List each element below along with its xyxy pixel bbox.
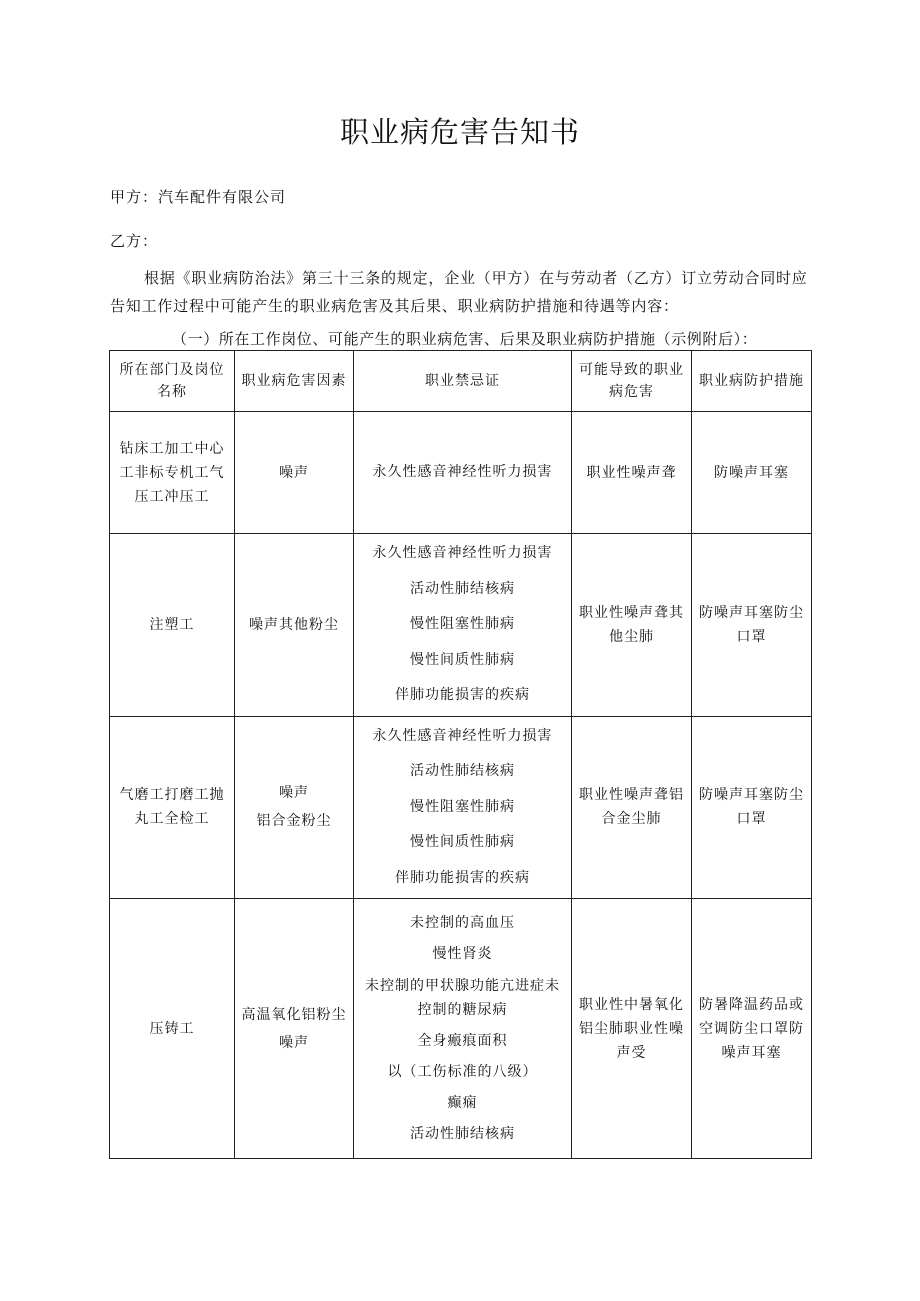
cell-position: 压铸工 (110, 899, 235, 1159)
cell-position: 注塑工 (110, 534, 235, 717)
contraindication-item: 全身瘢痕面积 (417, 1032, 508, 1049)
intro-paragraph: 根据《职业病防治法》第三十三条的规定，企业（甲方）在与劳动者（乙方）订立劳动合同时应告知工作过程中可能产生的职业病危害及其后果、职业病防护措施和待遇等内容： (110, 269, 808, 315)
contraindication-item: 永久性感音神经性听力损害 (372, 463, 553, 480)
contraindication-item: 慢性肾炎 (432, 945, 493, 962)
hazard-table (109, 350, 812, 1159)
cell-protection: 防噪声耳塞防尘口罩 (692, 534, 812, 717)
table-row (110, 412, 812, 534)
cell-diseases: 职业性噪声聋铝合金尘肺 (572, 716, 692, 899)
table-header-row (110, 351, 812, 412)
party-a: 甲方：汽车配件有限公司 (110, 188, 287, 206)
cell-diseases: 职业性噪声聋其他尘肺 (572, 534, 692, 717)
document-title: 职业病危害告知书 (339, 115, 580, 149)
cell-contraindications (354, 716, 572, 899)
contraindication-item: 慢性阻塞性肺病 (410, 616, 515, 632)
header-position: 所在部门及岗位名称 (110, 351, 235, 412)
contraindication-item: 未控制的高血压 (410, 914, 515, 931)
contraindication-item: 癫痫 (447, 1094, 478, 1111)
cell-factors (235, 534, 354, 717)
contraindication-item: 活动性肺结核病 (410, 763, 515, 779)
cell-protection: 防噪声耳塞防尘口罩 (692, 716, 812, 899)
cell-diseases: 职业性中暑氧化铝尘肺职业性噪声受 (572, 899, 692, 1159)
contraindication-item: 慢性间质性肺病 (410, 651, 515, 668)
party-b: 乙方： (110, 232, 159, 250)
contraindication-item: 永久性感音神经性听力损害 (372, 545, 553, 561)
cell-diseases: 职业性噪声聋 (572, 412, 692, 534)
cell-factors (235, 899, 354, 1159)
header-contraindications: 职业禁忌证 (354, 351, 572, 412)
table-row (110, 534, 812, 717)
cell-contraindications (354, 412, 572, 534)
contraindication-item: 未控制的甲状腺功能亢进症未控制的糖尿病 (365, 977, 560, 1018)
cell-contraindications (354, 534, 572, 717)
contraindication-item: 活动性肺结核病 (410, 1125, 515, 1142)
contraindication-item: 伴肺功能损害的疾病 (395, 869, 530, 886)
table-row (110, 716, 812, 899)
cell-protection: 防噪声耳塞 (692, 412, 812, 534)
header-factors: 职业病危害因素 (235, 351, 354, 412)
header-diseases: 可能导致的职业病危害 (572, 351, 692, 412)
table-row (110, 899, 812, 1159)
contraindication-item: 永久性感音神经性听力损害 (372, 727, 553, 744)
section-heading: （一）所在工作岗位、可能产生的职业病危害、后果及职业病防护措施（示例附后）： (172, 330, 758, 348)
contraindication-item: 活动性肺结核病 (410, 580, 515, 597)
cell-position: 钻床工加工中心工非标专机工气压工冲压工 (110, 412, 235, 534)
factor-item: 噪声其他粉尘 (249, 616, 339, 633)
cell-protection: 防暑降温药品或空调防尘口罩防噪声耳塞 (692, 899, 812, 1159)
factor-item: 噪声 (279, 464, 309, 481)
header-protection: 职业病防护措施 (692, 351, 812, 412)
contraindication-item: 慢性间质性肺病 (410, 834, 515, 850)
factor-item: 噪声 (279, 785, 309, 802)
contraindication-item: 以（工伤标准的八级） (387, 1063, 538, 1080)
contraindication-item: 伴肺功能损害的疾病 (395, 687, 530, 703)
factor-item: 高温氧化铝粉尘噪声 (241, 1006, 347, 1051)
cell-position: 气磨工打磨工抛丸工全检工 (110, 716, 235, 899)
contraindication-item: 慢性阻塞性肺病 (410, 798, 515, 815)
cell-contraindications (354, 899, 572, 1159)
factor-item: 铝合金粉尘 (256, 813, 332, 830)
cell-factors (235, 716, 354, 899)
cell-factors (235, 412, 354, 534)
